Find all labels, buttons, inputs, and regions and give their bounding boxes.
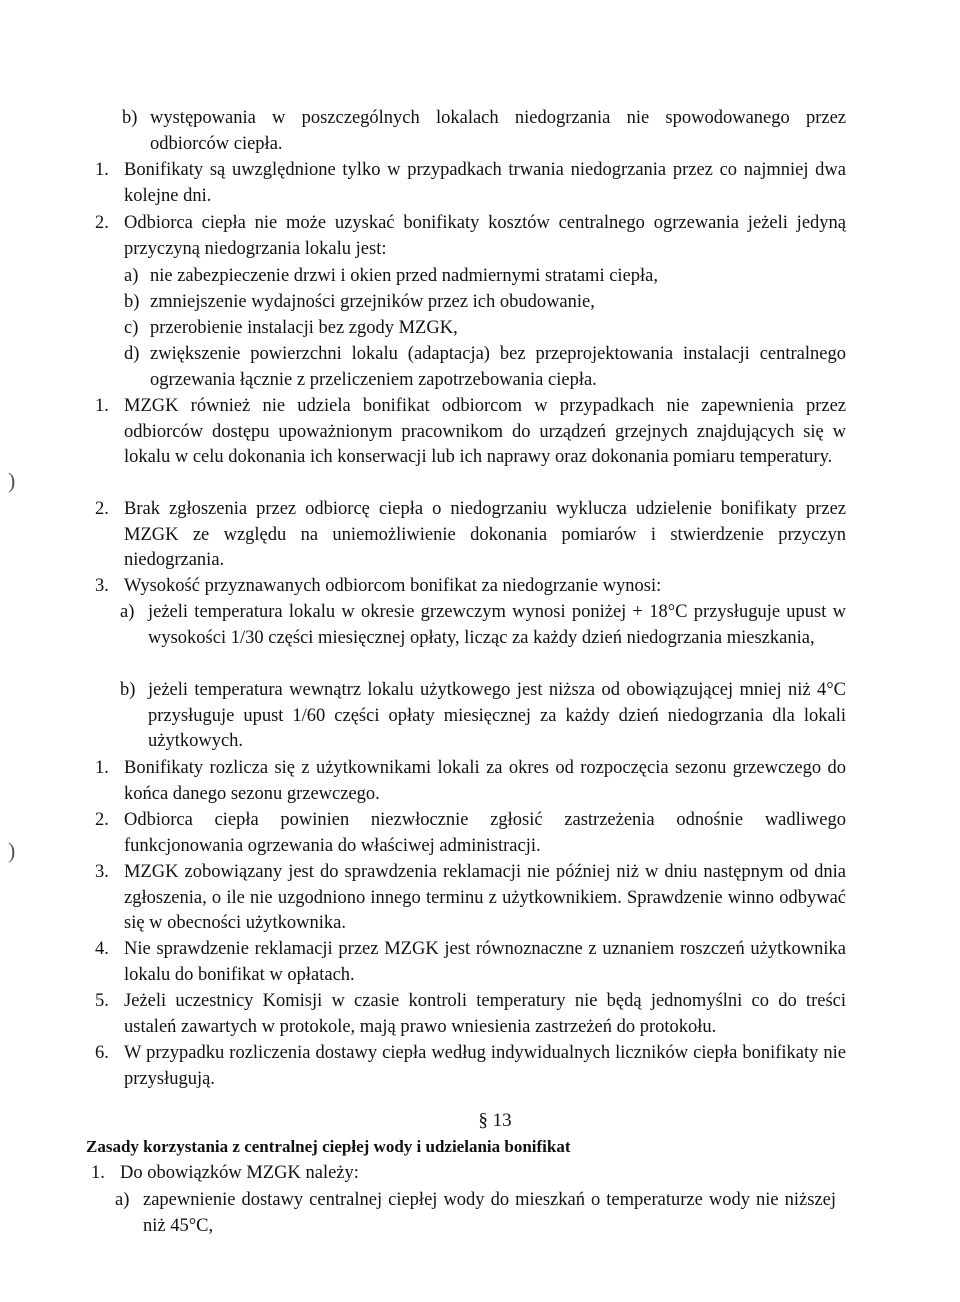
list-text: W przypadku rozliczenia dostawy ciepła według indywidualnych liczników ciepła bonifikaty nie przysługują. — [124, 1043, 846, 1089]
list-marker: a) — [115, 1190, 130, 1210]
list-item — [91, 1161, 842, 1187]
list-marker: 1. — [91, 1163, 105, 1183]
list-text: Wysokość przyznawanych odbiorcom bonifikat za niedogrzanie wynosi: — [124, 576, 662, 596]
list-item — [95, 989, 846, 1040]
list-marker: a) — [124, 266, 139, 286]
list-item — [95, 937, 846, 988]
list-text: Odbiorca ciepła powinien niezwłocznie zgłosić zastrzeżenia odnośnie wadliwego funkcjonowania ogrzewania do właściwej administracji. — [124, 810, 846, 856]
list-marker: 2. — [95, 499, 109, 519]
list-marker: b) — [120, 680, 136, 700]
list-item — [124, 106, 846, 157]
list-text: przerobienie instalacji bez zgody MZGK, — [150, 318, 458, 338]
list-item — [95, 394, 846, 471]
list-text: Bonifikaty rozlicza się z użytkownikami lokali za okres od rozpoczęcia sezonu grzewczego do końca danego sezonu grzewczego. — [124, 758, 846, 804]
list-item — [95, 158, 846, 209]
list-marker: 1. — [95, 396, 109, 416]
list-item — [124, 342, 846, 393]
list-text: MZGK również nie udziela bonifikat odbiorcom w przypadkach nie zapewnienia przez odbiorców dostępu upoważnionym pracownikom do urządzeń grzejnych znajdujących się w lokalu w celu dokonania ich konserwacji lub ich naprawy oraz dokonania pomiaru temperatury. — [124, 396, 846, 468]
list-marker: 2. — [95, 810, 109, 830]
list-text: nie zabezpieczenie drzwi i okien przed nadmiernymi stratami ciepła, — [150, 266, 659, 286]
list-item — [124, 290, 846, 316]
section-title: Zasady korzystania z centralnej ciepłej wody i udzielania bonifikat — [86, 1137, 571, 1156]
list-item — [95, 497, 846, 574]
list-marker: 3. — [95, 576, 109, 596]
list-text: jeżeli temperatura lokalu w okresie grzewczym wynosi poniżej + 18°C przysługuje upust w wysokości 1/30 części miesięcznej opłaty, licząc za każdy dzień niedogrzania mieszkania, — [148, 602, 846, 648]
list-item — [95, 211, 846, 262]
list-text: Do obowiązków MZGK należy: — [120, 1163, 359, 1183]
list-text: Jeżeli uczestnicy Komisji w czasie kontroli temperatury nie będą jednomyślni co do treści ustaleń zawartych w protokole, mają prawo wniesienia zastrzeżeń do protokołu. — [124, 991, 846, 1037]
list-marker: c) — [124, 318, 139, 338]
list-item — [120, 678, 846, 755]
list-marker: a) — [120, 602, 135, 622]
list-item — [120, 600, 846, 651]
list-item — [124, 264, 846, 290]
list-text: MZGK zobowiązany jest do sprawdzenia reklamacji nie później niż w dniu następnym od dnia zgłoszenia, o ile nie uzgodniono innego terminu z użytkownikiem. Sprawdzenie winno odbywać się w obecności użytkownika. — [124, 862, 846, 934]
binder-hole-mark: ) — [8, 838, 16, 863]
list-item — [95, 860, 846, 937]
list-text: zwiększenie powierzchni lokalu (adaptacja) bez przeprojektowania instalacji centralnego ogrzewania łącznie z przeliczeniem zapotrzebowania ciepła. — [150, 344, 846, 390]
list-item — [95, 574, 846, 600]
list-marker: 1. — [95, 160, 109, 180]
list-item — [95, 808, 846, 859]
list-marker: 1. — [95, 758, 109, 778]
section-number: § 13 — [478, 1110, 512, 1131]
list-item — [95, 1041, 846, 1092]
binder-hole-mark: ) — [8, 468, 16, 493]
list-text: Bonifikaty są uwzględnione tylko w przypadkach trwania niedogrzania przez co najmniej dwa kolejne dni. — [124, 160, 846, 206]
list-marker: 6. — [95, 1043, 109, 1063]
list-text: Brak zgłoszenia przez odbiorcę ciepła o niedogrzaniu wyklucza udzielenie bonifikaty przez MZGK ze względu na uniemożliwienie dokonania pomiarów i stwierdzenie przyczyn niedogrzania. — [124, 499, 846, 571]
list-marker: 2. — [95, 213, 109, 233]
list-marker: b) — [122, 108, 138, 128]
list-marker: b) — [124, 292, 140, 312]
list-text: zapewnienie dostawy centralnej ciepłej wody do mieszkań o temperaturze wody nie niższej niż 45°C, — [143, 1190, 836, 1236]
list-text: Nie sprawdzenie reklamacji przez MZGK jest równoznaczne z uznaniem roszczeń użytkownika lokalu do bonifikat w opłatach. — [124, 939, 846, 985]
list-marker: 4. — [95, 939, 109, 959]
list-text: jeżeli temperatura wewnątrz lokalu użytkowego jest niższa od obowiązującej mniej niż 4°C przysługuje upust 1/60 części opłaty miesięcznej za każdy dzień niedogrzania dla lokali użytkowych. — [148, 680, 846, 752]
list-item — [95, 756, 846, 807]
list-text: Odbiorca ciepła nie może uzyskać bonifikaty kosztów centralnego ogrzewania jeżeli jedyną przyczyną niedogrzania lokalu jest: — [124, 213, 846, 259]
list-item — [124, 316, 846, 342]
list-text: występowania w poszczególnych lokalach niedogrzania nie spowodowanego przez odbiorców ciepła. — [150, 108, 846, 154]
list-item — [115, 1188, 836, 1239]
list-marker: 5. — [95, 991, 109, 1011]
list-marker: 3. — [95, 862, 109, 882]
list-marker: d) — [124, 344, 140, 364]
list-text: zmniejszenie wydajności grzejników przez ich obudowanie, — [150, 292, 595, 312]
